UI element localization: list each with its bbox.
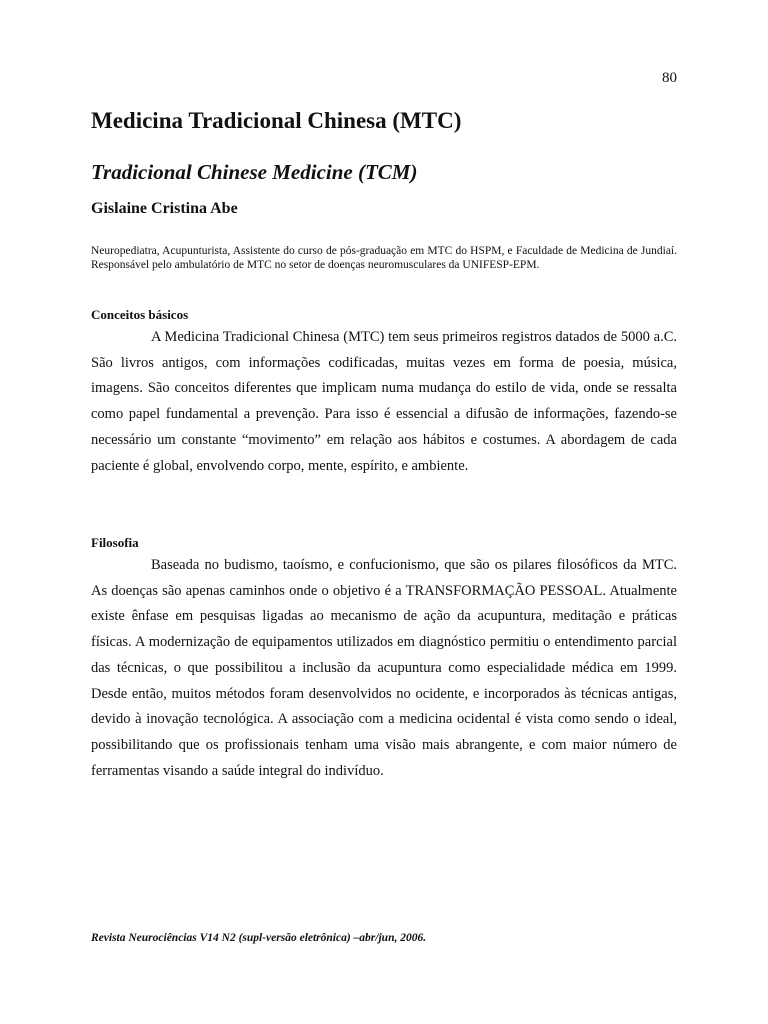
section-body: A Medicina Tradicional Chinesa (MTC) tem seus primeiros registros datados de 5000 a.C. São livros antigos, com informações codificadas, muitas vezes em forma de poesia, música, imagens. São conceitos diferentes que implicam numa mudança do estilo de vida, onde se ressalta como papel fundamental a prevenção. Para isso é essencial a difusão de informações, fazendo-se necessário um constante “movimento” em relação aos hábitos e costumes. A abordagem de cada paciente é global, envolvendo corpo, mente, espírito, e ambiente. [91,329,677,474]
page-subtitle: Tradicional Chinese Medicine (TCM) [91,160,418,184]
section-body: Baseada no budismo, taoísmo, e confucionismo, que são os pilares filosóficos da MTC. As doenças são apenas caminhos onde o objetivo é a TRANSFORMAÇÃO PESSOAL. Atualmente existe ênfase em pesquisas ligadas ao mecanismo de ação da acupuntura, meditação e práticas físicas. A modernização de equipamentos utilizados em diagnóstico permitiu o entendimento parcial das técnicas, o que possibilitou a inclusão da acupuntura como especialidade médica em 1999. Desde então, muitos métodos foram desenvolvidos no ocidente, e incorporados às técnicas antigas, devido à inovação tecnológica. A associação com a medicina ocidental é vista como sendo o ideal, possibilitando que os profissionais tenham uma visão mais abrangente, e com maior número de ferramentas visando a saúde integral do indivíduo. [91,557,677,779]
author-name: Gislaine Cristina Abe [91,200,238,217]
page-title: Medicina Tradicional Chinesa (MTC) [91,108,462,133]
section-heading: Filosofia [91,535,139,550]
journal-footer: Revista Neurociências V14 N2 (supl-versão eletrônica) –abr/jun, 2006. [91,932,427,944]
page-number: 80 [662,70,677,86]
section-heading: Conceitos básicos [91,307,189,322]
section-conceitos-basicos [91,307,677,479]
section-filosofia [91,535,677,784]
author-affiliation: Neuropediatra, Acupunturista, Assistente do curso de pós-graduação em MTC do HSPM, e Faculdade de Medicina de Jundiaí. Responsável pelo ambulatório de MTC no setor de doenças neuromusculares da UNIFESP-EPM. [91,245,677,271]
